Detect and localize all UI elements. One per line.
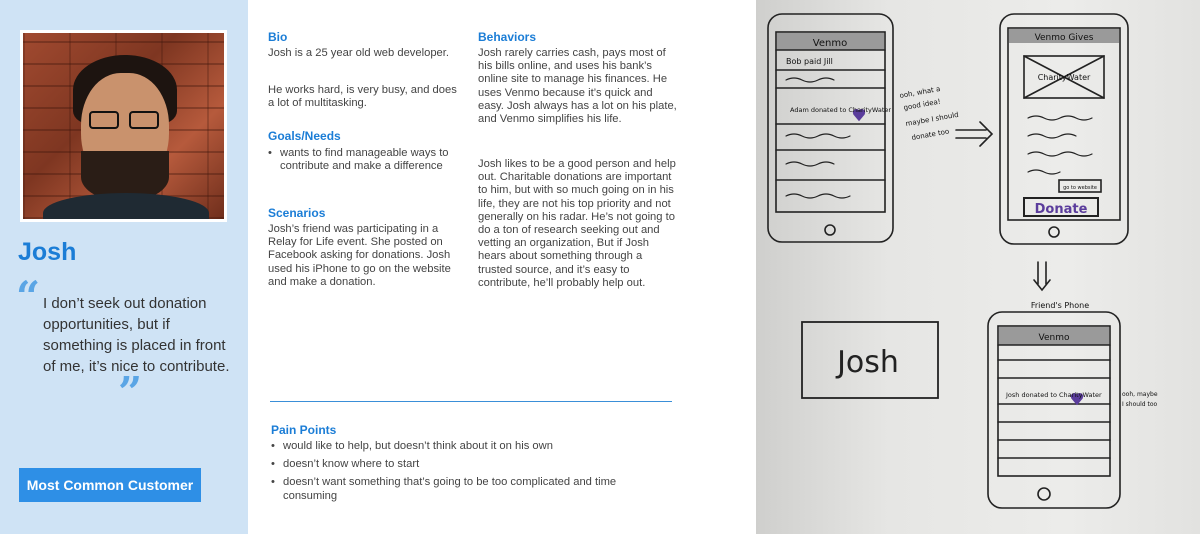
- pain-point-item: • doesn’t know where to start: [269, 458, 669, 471]
- goals-list: [266, 147, 461, 173]
- sketch-note2-line1: ooh, maybe: [1122, 391, 1158, 398]
- behaviors-paragraph-1: Josh rarely carries cash, pays most of his bills online, and uses his bank’s online site to manage his finances. He uses Venmo because it’s quick and easy. Josh always has a lot on his plate, and Venmo simplifies his life.: [478, 47, 677, 126]
- storyboard-sketch: [756, 0, 1200, 534]
- pain-point-item: • doesn’t want something that’s going to be too complicated and time consuming: [269, 476, 669, 502]
- sketch-phone3-header: Venmo: [1038, 333, 1070, 343]
- sketch-phone1-row2: Adam donated to CharityWater: [790, 106, 892, 114]
- goals-title: Goals/Needs: [268, 129, 341, 143]
- pain-point-item: • would like to help, but doesn’t think about it on his own: [269, 440, 669, 453]
- persona-photo-frame: [20, 30, 227, 222]
- close-quote-icon: ”: [118, 368, 143, 417]
- section-divider: [270, 401, 672, 402]
- bio-paragraph-2: He works hard, is very busy, and does a lot of multitasking.: [268, 84, 457, 110]
- bio-title: Bio: [268, 30, 288, 44]
- bio-paragraph-1: Josh is a 25 year old web developer.: [268, 47, 449, 59]
- sketch-name-card-text: Josh: [837, 345, 899, 380]
- sketch-note1-line4: donate too: [910, 127, 950, 142]
- pain-points-list: [269, 440, 669, 503]
- sketch-note2-line2: I should too: [1122, 401, 1158, 408]
- behaviors-title: Behaviors: [478, 30, 537, 44]
- sketch-note1-line3: maybe I should: [904, 110, 960, 128]
- sketch-phone3-row: Josh donated to CharityWater: [1006, 391, 1102, 399]
- persona-panel: [0, 0, 248, 534]
- sketch-phone2-website: go to website: [1063, 185, 1097, 191]
- persona-photo: [23, 33, 224, 219]
- pain-points-title: Pain Points: [271, 423, 337, 437]
- persona-name: Josh: [18, 238, 77, 266]
- sketch-phone1-row1: Bob paid Jill: [786, 57, 833, 66]
- sketch-phone2-header: Venmo Gives: [1034, 33, 1094, 43]
- persona-quote: I don’t seek out donation opportunities, but if something is placed in front of me, it’s nice to contribute.: [43, 295, 230, 375]
- goals-item: • wants to find manageable ways to contribute and make a difference: [266, 147, 461, 173]
- sketch-phone2-logo: CharityWater: [1037, 73, 1091, 82]
- sketch-phone2-donate: Donate: [1034, 202, 1088, 217]
- open-quote-icon: “: [16, 272, 41, 321]
- most-common-customer-badge: Most Common Customer: [19, 468, 201, 502]
- scenarios-paragraph: Josh’s friend was participating in a Relay for Life event. She posted on Facebook asking for donations. Josh used his iPhone to go on the website and make a donation.: [268, 223, 451, 288]
- sketch-friends-phone-label: Friend's Phone: [1030, 301, 1090, 310]
- behaviors-paragraph-2: Josh likes to be a good person and help out. Charitable donations are important to him, but with so much going on in his life, they are not his top priority and not generally on his radar. He’s not going to do a ton of research seeking out and vetting an organization, But if Josh hears about something through a trusted source, and it’s easy to contribute, he’ll probably help out.: [478, 158, 676, 289]
- sketch-note1-line2: good idea!: [902, 97, 942, 112]
- sketch-note1-line1: ooh, what a: [898, 84, 941, 100]
- sketch-phone1-header: Venmo: [812, 38, 848, 49]
- scenarios-title: Scenarios: [268, 206, 326, 220]
